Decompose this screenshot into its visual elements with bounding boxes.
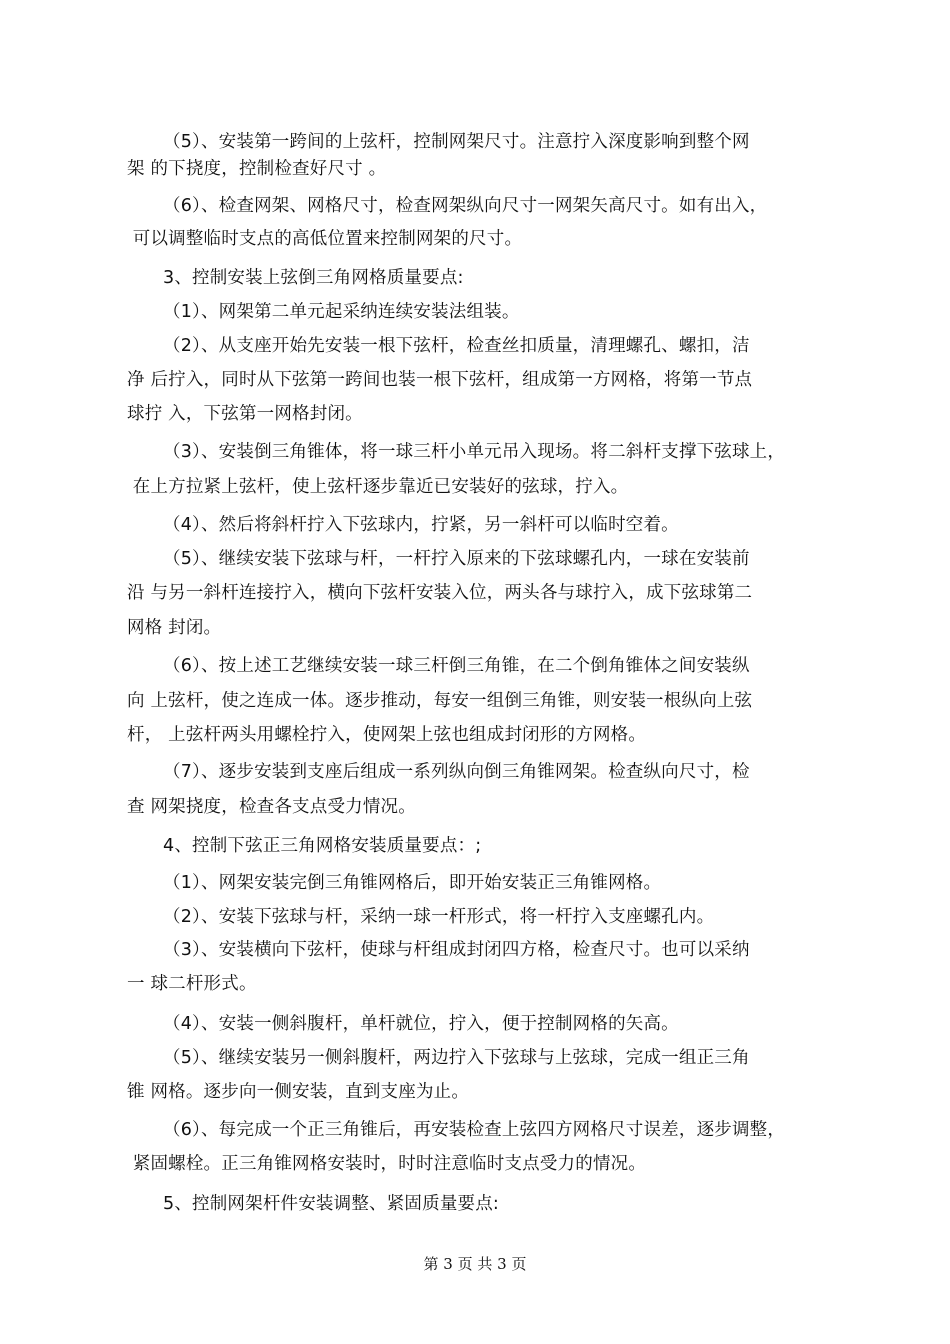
text-line: 可以调整临时支点的高低位置来控制网架的尺寸。	[127, 229, 523, 249]
text-line: 杆， 上弦杆两头用螺栓拧入，使网架上弦也组成封闭形的方网格。	[127, 725, 647, 745]
text-line: 紧固螺栓。正三角锥网格安装时，时时注意临时支点受力的情况。	[127, 1154, 647, 1174]
text-line: 球拧 入，下弦第一网格封闭。	[127, 404, 363, 424]
text-line: 锥 网格。逐步向一侧安装，直到支座为止。	[127, 1082, 470, 1102]
page-number-footer: 第 3 页 共 3 页	[423, 1255, 527, 1273]
text-line: （5）、继续安装下弦球与杆，一杆拧入原来的下弦球螺孔内，一球在安装前	[163, 549, 750, 569]
text-line: 网格 封闭。	[127, 618, 222, 638]
text-line: 5、控制网架杆件安装调整、紧固质量要点:	[163, 1194, 500, 1214]
text-line: 架 的下挠度，控制检查好尺寸 。	[127, 159, 387, 179]
text-line: （7）、逐步安装到支座后组成一系列纵向倒三角锥网架。检查纵向尺寸，检	[163, 762, 750, 782]
text-line: （5）、安装第一跨间的上弦杆，控制网架尺寸。注意拧入深度影响到整个网	[163, 132, 750, 152]
text-line: （4）、然后将斜杆拧入下弦球内，拧紧，另一斜杆可以临时空着。	[163, 515, 679, 535]
text-line: （1）、网架第二单元起采纳连续安装法组装。	[163, 302, 520, 322]
text-line: （6）、每完成一个正三角锥后，再安装检查上弦四方网格尺寸误差，逐步调整，	[163, 1120, 786, 1140]
text-line: 3、控制安装上弦倒三角网格质量要点:	[163, 268, 464, 288]
text-line: 在上方拉紧上弦杆，使上弦杆逐步靠近已安装好的弦球，拧入。	[127, 477, 629, 497]
text-line: （1）、网架安装完倒三角锥网格后，即开始安装正三角锥网格。	[163, 873, 662, 893]
text-line: 一 球二杆形式。	[127, 974, 257, 994]
text-line: （6）、检查网架、网格尺寸，检查网架纵向尺寸一网架矢高尺寸。如有出入，	[163, 196, 768, 216]
text-line: 向 上弦杆，使之连成一体。逐步推动，每安一组倒三角锥，则安装一根纵向上弦	[127, 691, 753, 711]
text-line: （3）、安装横向下弦杆，使球与杆组成封闭四方格，检查尺寸。也可以采纳	[163, 940, 750, 960]
text-line: 4、控制下弦正三角网格安装质量要点：;	[163, 836, 482, 856]
text-line: 沿 与另一斜杆连接拧入，横向下弦杆安装入位，两头各与球拧入，成下弦球第二	[127, 583, 753, 603]
text-line: 净 后拧入，同时从下弦第一跨间也装一根下弦杆，组成第一方网格，将第一节点	[127, 370, 753, 390]
text-line: （2）、从支座开始先安装一根下弦杆，检查丝扣质量，清理螺孔、螺扣，洁	[163, 336, 750, 356]
text-line: （4）、安装一侧斜腹杆，单杆就位，拧入，便于控制网格的矢高。	[163, 1014, 679, 1034]
text-line: （5）、继续安装另一侧斜腹杆，两边拧入下弦球与上弦球，完成一组正三角	[163, 1048, 750, 1068]
text-line: （6）、按上述工艺继续安装一球三杆倒三角锥，在二个倒角锥体之间安装纵	[163, 656, 750, 676]
text-line: （3）、安装倒三角锥体，将一球三杆小单元吊入现场。将二斜杆支撑下弦球上，	[163, 442, 786, 462]
text-line: 查 网架挠度，检查各支点受力情况。	[127, 797, 416, 817]
text-line: （2）、安装下弦球与杆，采纳一球一杆形式，将一杆拧入支座螺孔内。	[163, 907, 715, 927]
